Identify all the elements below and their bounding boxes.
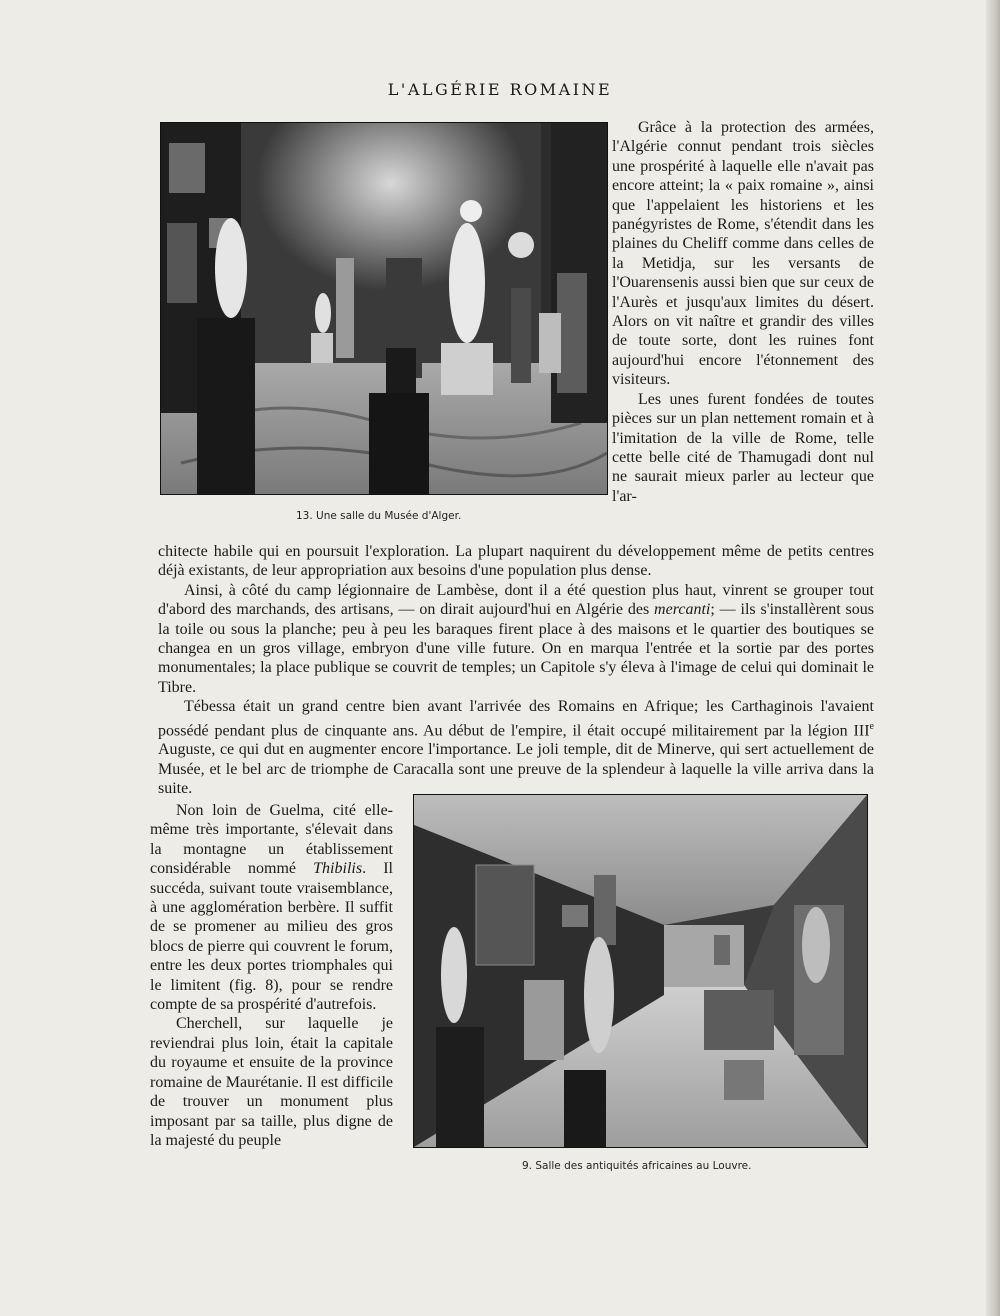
- paragraph-2-start: Les unes furent fondées de toutes pièces sur un plan nettement romain et à l'imitation de la ville de Rome, telle cette belle cité de Thamugadi dont nul ne saurait mieux parler au lecteur que l'ar-: [612, 390, 874, 505]
- figure-9-caption: 9. Salle des antiquités africaines au Louvre.: [522, 1160, 752, 1172]
- museum-alger-photo: [160, 122, 608, 495]
- paragraph-1: Grâce à la protection des armées, l'Algérie connut pendant trois siècles une prospérité à laquelle elle n'avait pas encore atteint; la « paix romaine », ainsi que l'appelaient les historiens et les panégyristes de Rome, s'étendit dans les plaines du Cheliff comme dans celles de la Metidja, sur les versants de l'Ouarensenis aussi bien que sur ceux de l'Aurès et jusqu'aux limites du désert. Alors on vit naître et grandir des villes de toute sorte, dont les ruines font aujourd'hui encore l'étonnement des visiteurs.: [612, 119, 874, 389]
- paragraph-3: Ainsi, à côté du camp légionnaire de Lambèse, dont il a été question plus haut, vinrent se grouper tout d'abord des marchands, des artisans, — on dirait aujourd'hui en Algérie des mercanti; — ils s'installèrent sous la toile ou sous la planche; peu à peu les baraques firent place à des maisons et le quartier des boutiques se changea en un gros village, embryon d'une ville future. On en marqua l'entrée et la sortie par des portes monumentales; la place publique se couvrit de temples; un Capitole s'y éleva à l'image de celui qui dominait le Tibre.: [158, 581, 875, 696]
- left-column-text: [150, 801, 393, 1150]
- page-edge: [986, 0, 1000, 1316]
- paragraph-2-continued: chitecte habile qui en poursuit l'exploration. La plupart naquirent du développement même de petits centres déjà existants, de leur appropriation aux besoins d'une population plus dense.: [158, 543, 874, 580]
- louvre-gallery-photo: [413, 794, 868, 1148]
- figure-13-caption: 13. Une salle du Musée d'Alger.: [296, 510, 462, 522]
- paragraph-5: Non loin de Guelma, cité elle-même très importante, s'élevait dans la montagne un établissement considérable nommé Thibilis. Il succéda, suivant toute vraisemblance, à une agglomération berbère. Il suffit de se promener au milieu des gros blocs de pierre qui couvrent le forum, entre les deux portes triomphales qui le limitent (fig. 8), pour se rendre compte de sa prospérité d'autrefois.: [150, 802, 393, 1014]
- right-column-text: [612, 118, 874, 506]
- paragraph-4: Tébessa était un grand centre bien avant l'arrivée des Romains en Afrique; les Carthaginois l'avaient possédé pendant plus de cinquante ans. Au début de l'empire, il était occupé militairement par la légion IIIe Auguste, ce qui dut en augmenter encore l'importance. Le joli temple, dit de Minerve, qui sert actuellement de Musée, et le bel arc de triomphe de Caracalla sont une preuve de la splendeur à laquelle la ville arriva dans la suite.: [158, 698, 874, 798]
- full-width-text: [158, 542, 874, 799]
- running-header: L'ALGÉRIE ROMAINE: [387, 80, 613, 99]
- paragraph-6: Cherchell, sur laquelle je reviendrai plus loin, était la capitale du royaume et ensuite de la province romaine de Maurétanie. Il est difficile de trouver un monument plus imposant par sa taille, plus digne de la majesté du peuple: [150, 1015, 393, 1149]
